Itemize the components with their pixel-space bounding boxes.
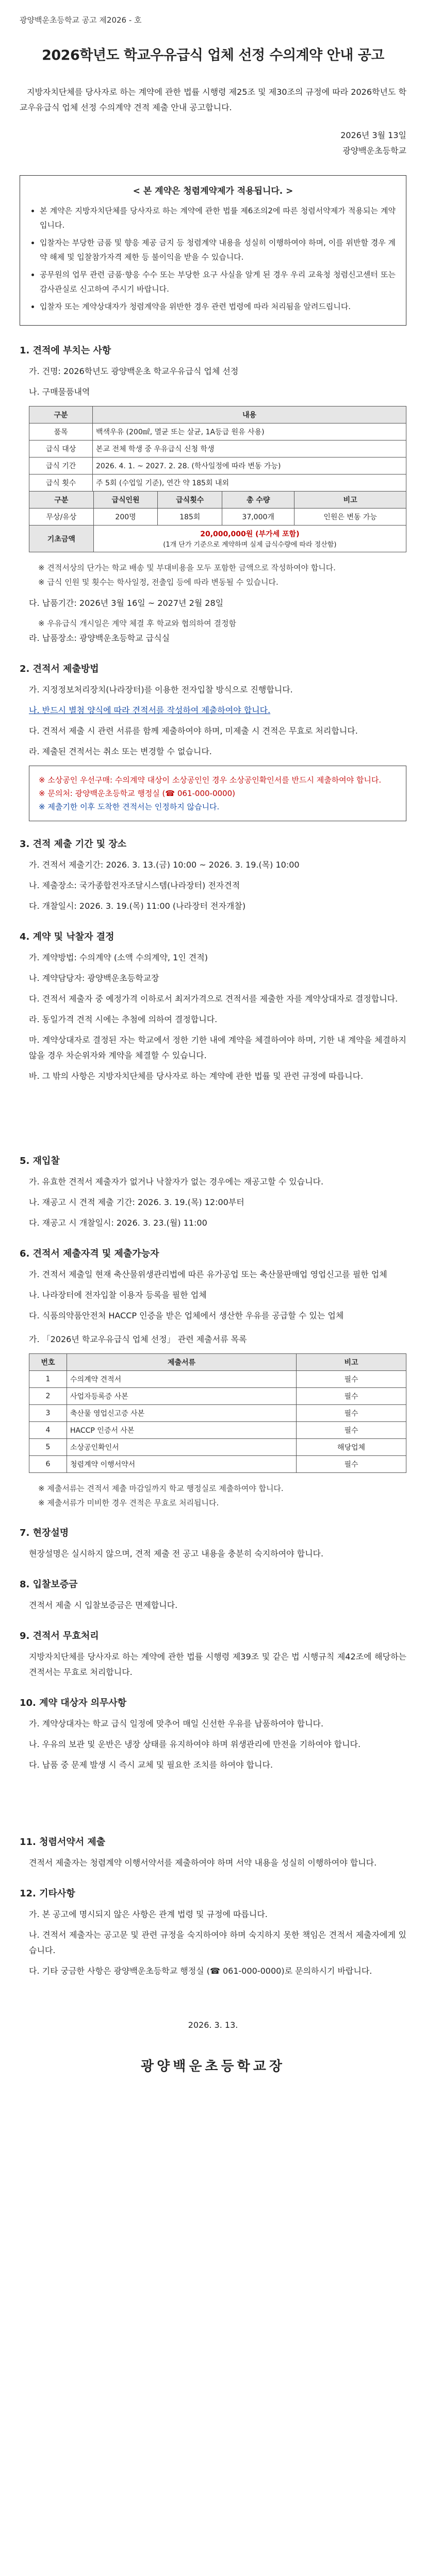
section-text: 지방자치단체를 당사자로 하는 계약에 관한 법률 시행령 제39조 및 같은 법 시행규칙 제42조에 해당하는 견적서는 무효로 처리합니다.: [29, 1652, 406, 1677]
section-subitem: 나. 구매물품내역: [29, 387, 90, 397]
table-row: [29, 1405, 406, 1422]
table-cell: 기초금액: [29, 526, 94, 552]
table-cell: 37,000개: [222, 509, 294, 526]
list-item: • 공무원의 업무 관련 금품·향응 수수 또는 부당한 요구 사실을 알게 된 경우 우리 교육청 청렴신고센터 또는 감사관실로 신고하여 주시기 바랍니다.: [40, 267, 396, 296]
table-cell: 급식 횟수: [29, 474, 93, 492]
section-subitem: 다. 개찰일시: 2026. 3. 19.(목) 11:00 (나라장터 전자개찰): [29, 901, 246, 911]
note-text: ※ 제출서류는 견적서 제출 마감일까지 학교 행정실로 제출하여야 합니다.: [38, 1484, 284, 1493]
section-subitem: 바. 그 밖의 사항은 지방자치단체를 당사자로 하는 계약에 관한 법률 및 관련 규정에 따릅니다.: [29, 1071, 364, 1081]
closing-date: 2026. 3. 13.: [188, 2020, 238, 2030]
document-number: 광양백운초등학교 공고 제2026 - 호: [20, 15, 142, 25]
notice-date: 2026년 3월 13일: [340, 130, 406, 140]
section-heading: 8. 입찰보증금: [20, 1579, 78, 1590]
table-cell: 6: [29, 1456, 67, 1473]
table-cell: 2026. 4. 1. ~ 2027. 2. 28. (학사일정에 따라 변동 가능): [93, 457, 406, 474]
table-row: [29, 1422, 406, 1439]
table-row: [29, 423, 406, 440]
section-heading: 7. 현장설명: [20, 1528, 69, 1538]
section-heading: 1. 견적에 부치는 사항: [20, 345, 111, 356]
section-subitem: 다. 견적서 제출자 중 예정가격 이하로서 최저가격으로 견적서를 제출한 자를 계약상대자로 결정합니다.: [29, 994, 398, 1004]
section-subitem: 다. 식품의약품안전처 HACCP 인증을 받은 업체에서 생산한 우유를 공급할 수 있는 업체: [29, 1311, 344, 1320]
note-text: ※ 견적서상의 단가는 학교 배송 및 부대비용을 모두 포함한 금액으로 작성하여야 합니다.: [38, 563, 336, 572]
section-subitem: 나. 우유의 보관 및 운반은 냉장 상태를 유지하여야 하며 위생관리에 만전을 기하여야 합니다.: [29, 1739, 361, 1749]
note-text: ※ 급식 인원 및 횟수는 학사일정, 전출입 등에 따라 변동될 수 있습니다.: [38, 578, 278, 587]
quantity-table: [29, 491, 406, 552]
notice-org: 광양백운초등학교: [342, 146, 406, 156]
table-cell: 본교 전체 학생 중 우유급식 신청 학생: [93, 440, 406, 457]
table-cell: [93, 526, 406, 552]
section-subitem: 마. 계약상대자로 결정된 자는 학교에서 정한 기한 내에 계약을 체결하여야 하며, 기한 내 계약을 체결하지 않을 경우 차순위자와 계약을 체결할 수 있습니다.: [29, 1035, 406, 1060]
table-header: 총 수량: [222, 492, 294, 509]
section-subitem: 다. 납품기간: 2026년 3월 16일 ~ 2027년 2월 28일: [29, 598, 224, 608]
integrity-notice-box: [20, 175, 406, 326]
section-subitem: 가. 계약상대자는 학교 급식 일정에 맞추어 매일 신선한 우유를 납품하여야 합니다.: [29, 1719, 324, 1728]
table-cell: 4: [29, 1422, 67, 1439]
table-header: 급식횟수: [158, 492, 222, 509]
list-item: • 입찰자는 부당한 금품 및 향응 제공 금지 등 청렴계약 내용을 성실히 이행하여야 하며, 이를 위반할 경우 계약 해제 및 입찰참가자격 제한 등 불이익을 받을 수 있습니다.: [40, 235, 396, 264]
table-cell: 2: [29, 1388, 67, 1405]
section-subitem: 가. 계약방법: 수의계약 (소액 수의계약, 1인 견적): [29, 953, 208, 962]
base-price-note: (1개 단가 기준으로 계약하며 실제 급식수량에 따라 정산함): [163, 541, 337, 549]
section-subitem: 나. 견적서 제출자는 공고문 및 관련 규정을 숙지하여야 하며 숙지하지 못한 책임은 견적서 제출자에게 있습니다.: [29, 1930, 406, 1955]
table-cell: 해당업체: [297, 1439, 406, 1456]
section-heading: 12. 기타사항: [20, 1888, 75, 1899]
section-heading: 5. 재입찰: [20, 1156, 60, 1166]
list-item: • 입찰자 또는 계약상대자가 청렴계약을 위반한 경우 관련 법령에 따라 처리됨을 알려드립니다.: [40, 299, 396, 314]
table-cell: 무상/유상: [29, 509, 94, 526]
section-subitem: 나. 나라장터에 전자입찰 이용자 등록을 필한 업체: [29, 1290, 207, 1300]
table-cell: 5: [29, 1439, 67, 1456]
table-cell: 주 5회 (수업일 기준), 연간 약 185회 내외: [93, 474, 406, 492]
notice-line: ※ 문의처: 광양백운초등학교 행정실 (☎ 061-000-0000): [39, 789, 235, 798]
section-subitem: 나. 계약담당자: 광양백운초등학교장: [29, 973, 159, 983]
table-cell: 소상공인확인서: [67, 1439, 297, 1456]
table-header: 구분: [29, 406, 93, 423]
integrity-notice-title: < 본 계약은 청렴계약제가 적용됩니다. >: [133, 186, 293, 196]
section-heading: 11. 청렴서약서 제출: [20, 1837, 106, 1848]
section-heading: 6. 견적서 제출자격 및 제출가능자: [20, 1248, 159, 1259]
section-text: 견적서 제출자는 청렴계약 이행서약서를 제출하여야 하며 서약 내용을 성실히 이행하여야 합니다.: [29, 1858, 377, 1868]
section-subitem: 라. 제출된 견적서는 취소 또는 변경할 수 없습니다.: [29, 747, 212, 756]
table-row: [29, 457, 406, 474]
table-header: 번호: [29, 1354, 67, 1371]
spacer: [20, 1089, 406, 1138]
table-cell: 사업자등록증 사본: [67, 1388, 297, 1405]
table-cell: 3: [29, 1405, 67, 1422]
table-row: [29, 509, 406, 526]
table-cell: 1: [29, 1371, 67, 1388]
table-cell: 필수: [297, 1422, 406, 1439]
section-subitem: 가. 지정정보처리장치(나라장터)를 이용한 전자입찰 방식으로 진행합니다.: [29, 685, 293, 694]
note-text: ※ 제출서류가 미비한 경우 견적은 무효로 처리됩니다.: [38, 1498, 219, 1507]
items-table: [29, 406, 406, 492]
table-cell: 인원은 변동 가능: [294, 509, 406, 526]
table-row: [29, 474, 406, 492]
table-cell: 185회: [158, 509, 222, 526]
section-heading: 3. 견적 제출 기간 및 장소: [20, 839, 127, 850]
section-text: 견적서 제출 시 입찰보증금은 면제합니다.: [29, 1600, 178, 1610]
section-heading: 10. 계약 대상자 의무사항: [20, 1698, 127, 1708]
table-row: [29, 1456, 406, 1473]
notice-line: ※ 제출기한 이후 도착한 견적서는 인정하지 않습니다.: [39, 802, 220, 811]
table-caption: 가. 「2026년 학교우유급식 업체 선정」 관련 제출서류 목록: [29, 1334, 247, 1344]
section-subitem: 다. 견적서 제출 시 관련 서류를 함께 제출하여야 하며, 미제출 시 견적은 무효로 처리합니다.: [29, 726, 358, 736]
table-cell: 백색우유 (200㎖, 멸균 또는 살균, 1A등급 원유 사용): [93, 423, 406, 440]
page-title: 2026학년도 학교우유급식 업체 선정 수의계약 안내 공고: [42, 47, 384, 63]
notice-line: ※ 소상공인 우선구매: 수의계약 대상이 소상공인인 경우 소상공인확인서를 반드시 제출하여야 합니다.: [39, 775, 382, 785]
section-text: 현장설명은 실시하지 않으며, 견적 제출 전 공고 내용을 충분히 숙지하여야 합니다.: [29, 1549, 324, 1558]
table-cell: 급식 대상: [29, 440, 93, 457]
closing-signature: 광양백운초등학교장: [140, 2059, 286, 2074]
section-subitem: 나. 재공고 시 견적 제출 기간: 2026. 3. 19.(목) 12:00부터: [29, 1197, 244, 1207]
table-header: 내용: [93, 406, 406, 423]
table-cell: 필수: [297, 1371, 406, 1388]
items-table-wrap: [29, 406, 406, 552]
section-subitem: 다. 납품 중 문제 발생 시 즉시 교체 및 필요한 조치를 하여야 합니다.: [29, 1760, 273, 1770]
table-cell: HACCP 인증서 사본: [67, 1422, 297, 1439]
section-heading: 2. 견적서 제출방법: [20, 664, 99, 674]
list-item: • 본 계약은 지방자치단체를 당사자로 하는 계약에 관한 법률 제6조의2에 따른 청렴서약제가 적용되는 계약입니다.: [40, 204, 396, 232]
table-cell: 필수: [297, 1405, 406, 1422]
section-heading: 4. 계약 및 낙찰자 결정: [20, 931, 114, 942]
section-heading: 9. 견적서 무효처리: [20, 1631, 99, 1641]
table-row: [29, 1371, 406, 1388]
intro-paragraph: 지방자치단체를 당사자로 하는 계약에 관한 법률 시행령 제25조 및 제30조의 규정에 따라 2026학년도 학교우유급식 업체 선정 수의계약 견적 제출 안내 공고합니다.: [20, 87, 406, 112]
documents-table-wrap: [29, 1353, 406, 1473]
section-subitem: 가. 건명: 2026학년도 광양백운초 학교우유급식 업체 선정: [29, 366, 239, 376]
table-cell: 축산물 영업신고증 사본: [67, 1405, 297, 1422]
section-subitem: 가. 견적서 제출기간: 2026. 3. 13.(금) 10:00 ~ 2026. 3. 19.(목) 10:00: [29, 860, 300, 870]
submission-notice-box: [29, 766, 406, 821]
section-subitem: 라. 동일가격 견적 시에는 추첨에 의하여 결정합니다.: [29, 1014, 218, 1024]
table-cell: 필수: [297, 1456, 406, 1473]
section-subitem: 가. 견적서 제출일 현재 축산물위생관리법에 따른 유가공업 또는 축산물판매업 영업신고를 필한 업체: [29, 1269, 387, 1279]
table-header: 급식인원: [93, 492, 158, 509]
note-text: ※ 우유급식 개시일은 계약 체결 후 학교와 협의하여 결정함: [38, 619, 236, 628]
base-price-value: 20,000,000원 (부가세 포함): [200, 530, 300, 538]
section-subitem: 라. 납품장소: 광양백운초등학교 급식실: [29, 633, 170, 643]
table-row: [29, 526, 406, 552]
spacer: [20, 1778, 406, 1819]
integrity-notice-list: [30, 204, 396, 314]
document-page: [20, 14, 406, 2075]
table-cell: 급식 기간: [29, 457, 93, 474]
table-cell: 수의계약 견적서: [67, 1371, 297, 1388]
table-row: [29, 1388, 406, 1405]
section-subitem: 다. 기타 궁금한 사항은 광양백운초등학교 행정실 (☎ 061-000-0000)로 문의하시기 바랍니다.: [29, 1966, 372, 1976]
table-cell: 필수: [297, 1388, 406, 1405]
section-subitem: 다. 재공고 시 개찰일시: 2026. 3. 23.(월) 11:00: [29, 1218, 207, 1228]
section-subitem: 나. 반드시 별첨 양식에 따라 견적서를 작성하여 제출하여야 합니다.: [29, 705, 271, 715]
section-subitem: 나. 제출장소: 국가종합전자조달시스템(나라장터) 전자견적: [29, 880, 240, 890]
table-row: [29, 1439, 406, 1456]
section-subitem: 가. 유효한 견적서 제출자가 없거나 낙찰자가 없는 경우에는 재공고할 수 있습니다.: [29, 1177, 324, 1187]
table-header: 비고: [297, 1354, 406, 1371]
table-cell: 청렴계약 이행서약서: [67, 1456, 297, 1473]
table-cell: 품목: [29, 423, 93, 440]
documents-table: [29, 1353, 406, 1473]
table-header: 비고: [294, 492, 406, 509]
section-subitem: 가. 본 공고에 명시되지 않은 사항은 관계 법령 및 규정에 따릅니다.: [29, 1909, 268, 1919]
table-header: 제출서류: [67, 1354, 297, 1371]
table-cell: 200명: [93, 509, 158, 526]
table-row: [29, 440, 406, 457]
table-header: 구분: [29, 492, 94, 509]
